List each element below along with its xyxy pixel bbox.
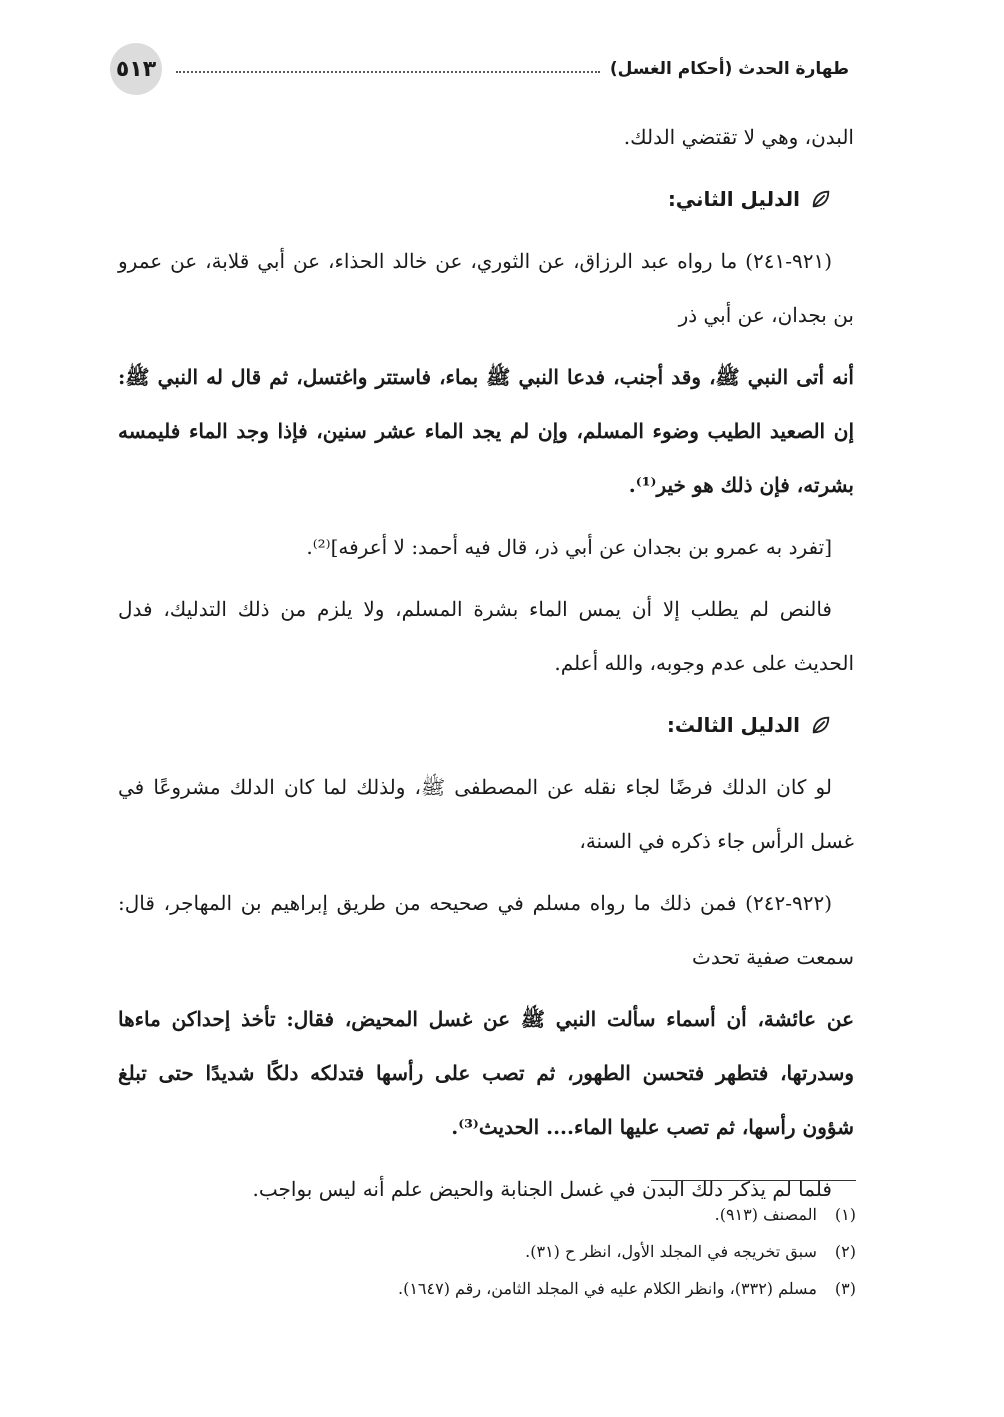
section-heading-second-evidence [118,172,854,226]
footnote-2 [118,1233,856,1270]
footnote-number: (٣) [834,1279,856,1298]
paragraph-1: البدن، وهي لا تقتضي الدلك. [623,125,854,149]
leaf-ornament-icon [810,714,832,736]
header-dotted-leader [176,71,600,73]
footnote-1 [118,1196,856,1233]
paragraph-third-evidence: لو كان الدلك فرضًا لجاء نقله عن المصطفى ﷺ، ولذلك لما كان الدلك مشروعًا في غسل الرأس جاء ذكره في السنة، [118,775,854,853]
paragraph-conclusion-1: فالنص لم يطلب إلا أن يمس الماء بشرة المسلم، ولا يلزم من ذلك التدليك، فدل الحديث على عدم وجوبه، والله أعلم. [118,597,854,675]
heading-text: الدليل الثاني: [667,187,800,211]
hadith-text-921: أنه أتى النبي ﷺ، وقد أجنب، فدعا النبي ﷺ بماء، فاستتر واغتسل، ثم قال له النبي ﷺ: إن الصعيد الطيب وضوء المسلم، وإن لم يجد الماء عشر سنين، فإذا وجد الماء فليمسه بشرته، فإن ذلك هو خير⁽¹⁾. [118,365,854,497]
running-header [176,52,849,86]
footnote-number: (٢) [834,1242,856,1261]
footnote-separator [651,1180,856,1181]
page-number: ٥١٣ [115,56,157,82]
footnote-number: (١) [834,1205,856,1224]
heading-text: الدليل الثالث: [666,713,800,737]
main-text [118,110,854,1224]
section-heading-third-evidence [118,698,854,752]
hadith-text-922: عن عائشة، أن أسماء سألت النبي ﷺ عن غسل المحيض، فقال: تأخذ إحداكن ماءها وسدرتها، فتطهر فتحسن الطهور، ثم تصب على رأسها فتدلكه دلكًا شديدًا حتى تبلغ شؤون رأسها، ثم تصب عليها الماء.... الحديث⁽³⁾. [118,1007,854,1139]
paragraph-conclusion-2: فلما لم يذكر دلك البدن في غسل الجنابة والحيض علم أنه ليس بواجب. [252,1177,832,1201]
leaf-ornament-icon [810,188,832,210]
footnote-text: مسلم (٣٣٢)، وانظر الكلام عليه في المجلد الثامن، رقم (١٦٤٧). [397,1279,817,1298]
hadith-chain-921: (٩٢١-٢٤١) ما رواه عبد الرزاق، عن الثوري، عن خالد الحذاء، عن أبي قلابة، عن عمرو بن بجدان، عن أبي ذر [118,249,854,327]
footnote-text: سبق تخريجه في المجلد الأول، انظر ح (٣١). [525,1242,817,1261]
hadith-chain-922: (٩٢٢-٢٤٢) فمن ذلك ما رواه مسلم في صحيحه من طريق إبراهيم بن المهاجر، قال: سمعت صفية تحدث [118,891,854,969]
footnote-3 [118,1270,856,1307]
hadith-grading-note: [تفرد به عمرو بن بجدان عن أبي ذر، قال فيه أحمد: لا أعرفه]⁽²⁾. [306,535,832,559]
footnotes [118,1196,856,1307]
footnote-text: المصنف (٩١٣). [714,1205,817,1224]
running-title: طهارة الحدث (أحكام الغسل) [609,59,849,79]
page-number-badge [110,43,162,95]
